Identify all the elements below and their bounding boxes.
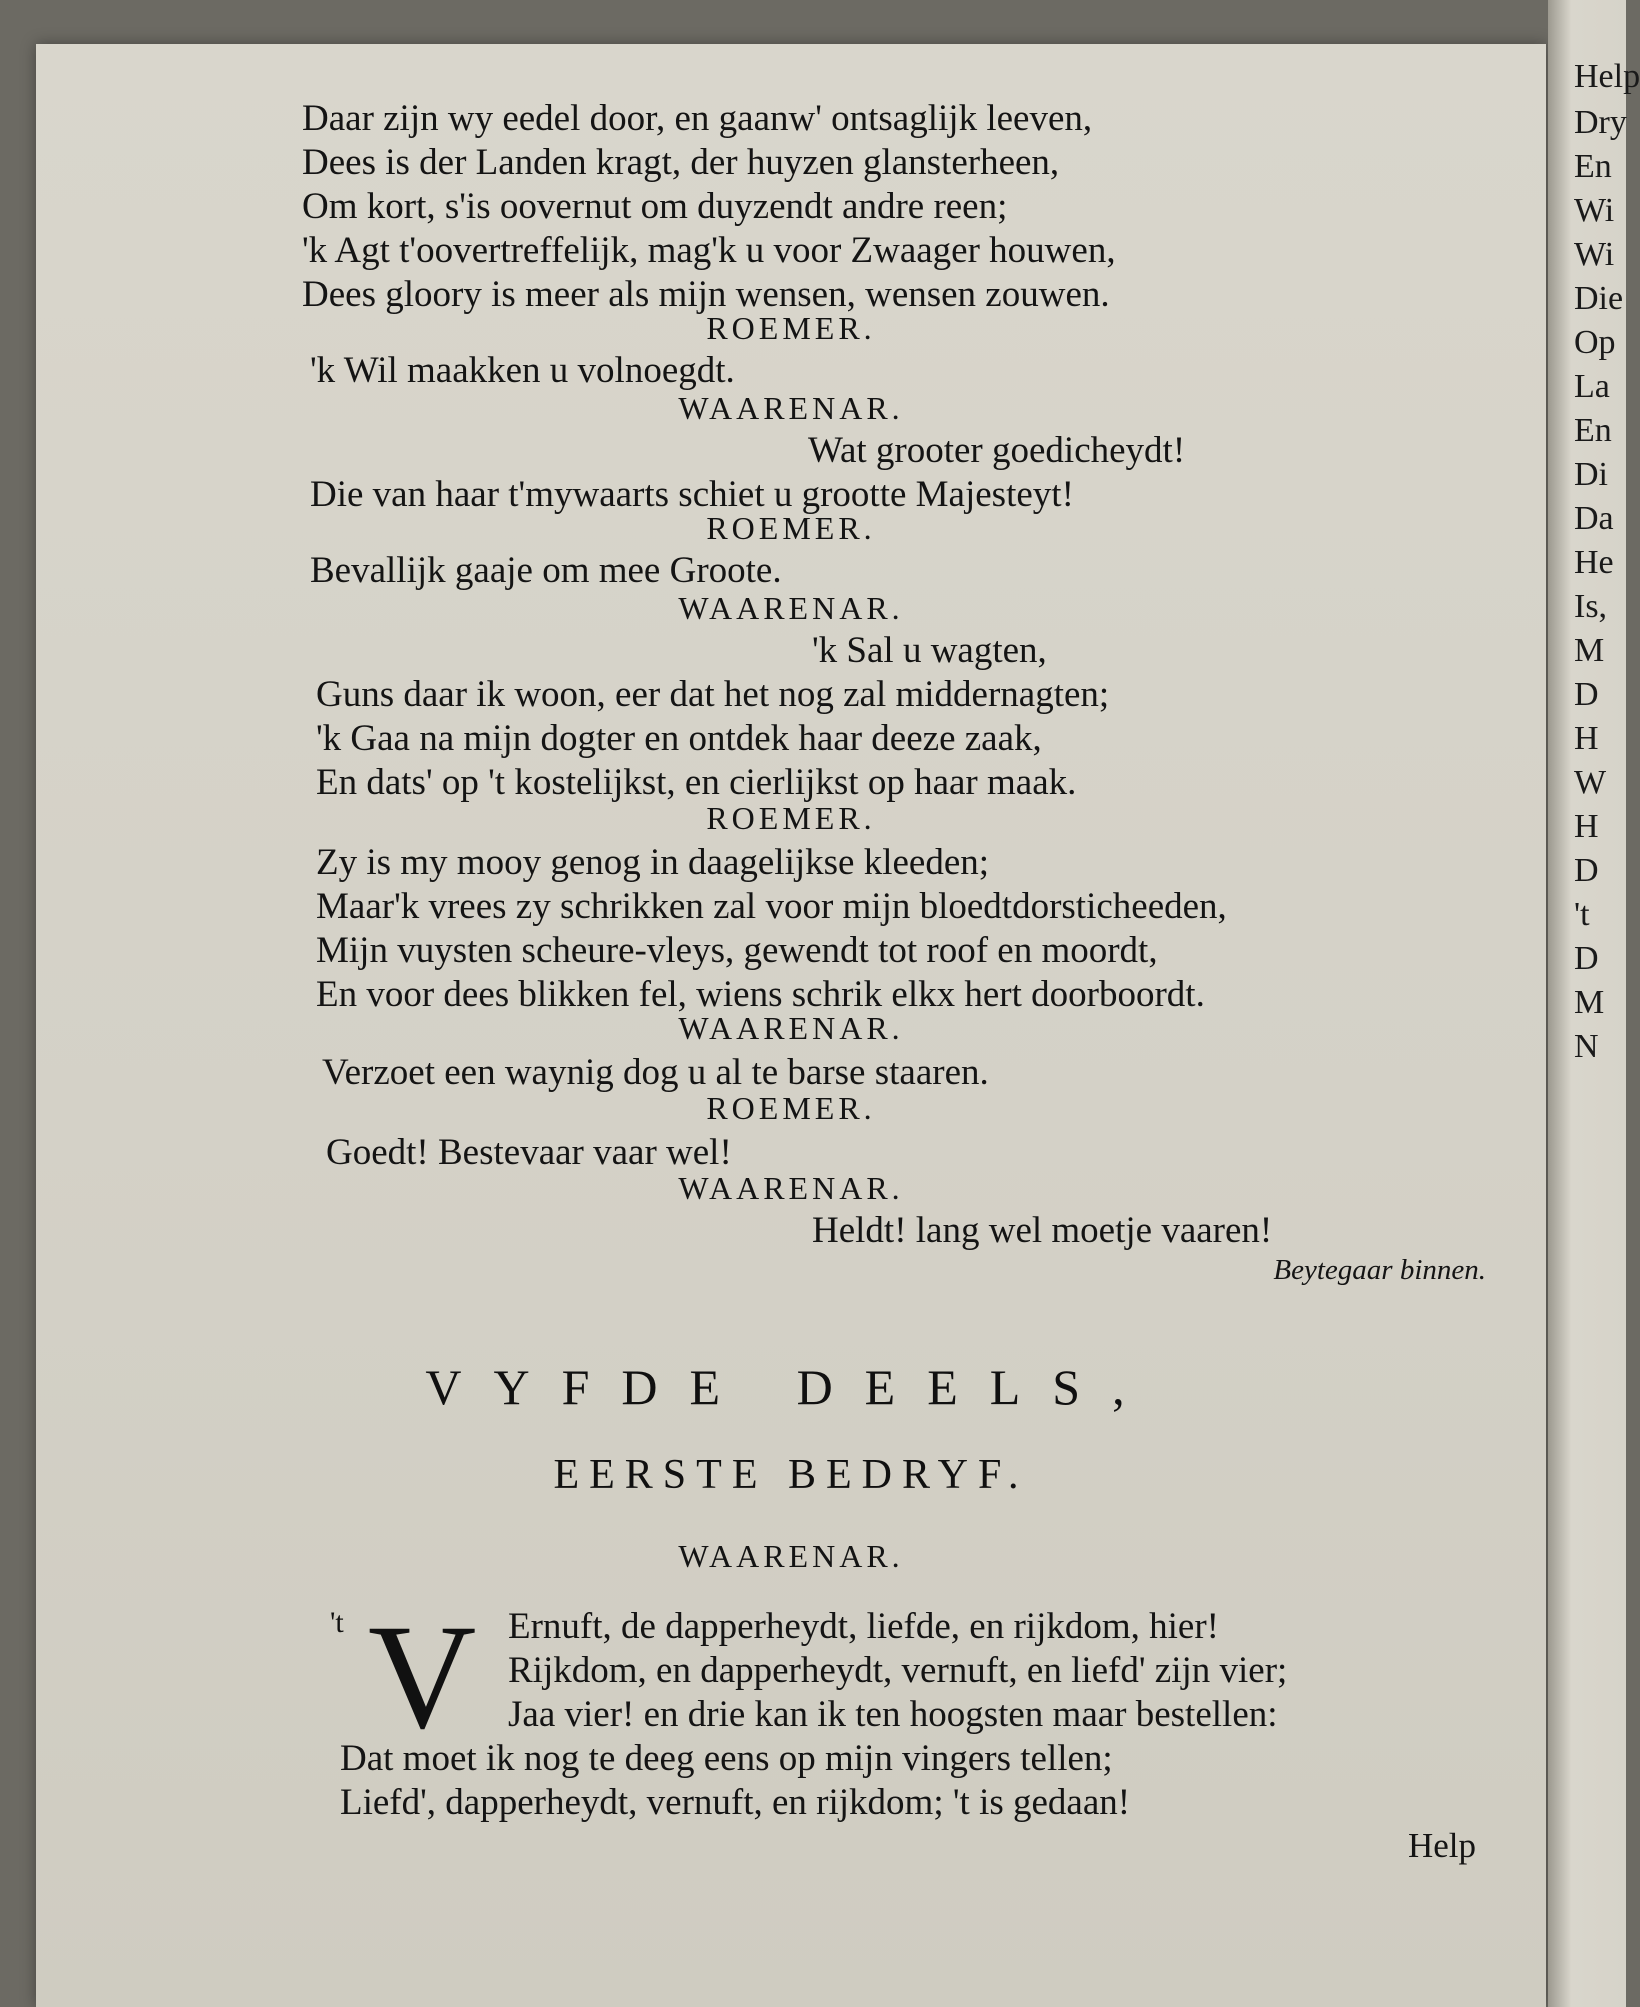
facing-page-word: La bbox=[1574, 368, 1610, 405]
verse-line: 'k Gaa na mijn dogter en ontdek haar deeze zaak, bbox=[316, 718, 1042, 759]
drop-cap: V bbox=[368, 1594, 477, 1760]
facing-page-word: En bbox=[1574, 412, 1612, 449]
verse-line: Dat moet ik nog te deeg eens op mijn vingers tellen; bbox=[340, 1738, 1113, 1779]
facing-page-word: Di bbox=[1574, 456, 1608, 493]
verse-line: Daar zijn wy eedel door, en gaanw' ontsaglijk leeven, bbox=[302, 98, 1093, 139]
facing-page-word: Is, bbox=[1574, 588, 1608, 625]
verse-line: En dats' op 't kostelijkst, en cierlijkst op haar maak. bbox=[316, 762, 1077, 803]
verse-line: Zy is my mooy genog in daagelijkse kleeden; bbox=[316, 842, 990, 883]
act-subtitle: EERSTE BEDRYF. bbox=[553, 1452, 1029, 1498]
verse-line: 'k Wil maakken u volnoegdt. bbox=[310, 350, 735, 391]
facing-page-word: H bbox=[1574, 720, 1599, 757]
speaker-name: ROEMER. bbox=[706, 510, 876, 546]
facing-page-word: N bbox=[1574, 1028, 1599, 1065]
facing-page-word: Wi bbox=[1574, 192, 1615, 229]
verse-line: 'k Sal u wagten, bbox=[812, 630, 1047, 671]
verse-line: Wat grooter goedicheydt! bbox=[808, 430, 1186, 471]
verse-line: Liefd', dapperheydt, vernuft, en rijkdom; 't is gedaan! bbox=[340, 1782, 1131, 1823]
verse-line: Jaa vier! en drie kan ik ten hoogsten maar bestellen: bbox=[508, 1694, 1278, 1735]
facing-page-word: D bbox=[1574, 852, 1599, 889]
speaker-name: WAARENAR. bbox=[678, 1170, 904, 1206]
act-title: VYFDE DEELS, bbox=[425, 1359, 1157, 1415]
verse-line: Goedt! Bestevaar vaar wel! bbox=[326, 1132, 732, 1173]
speaker-name: WAARENAR. bbox=[678, 390, 904, 426]
verse-line: 'k Agt t'oovertreffelijk, mag'k u voor Zwaager houwen, bbox=[302, 230, 1116, 271]
facing-page-word: Help bbox=[1574, 58, 1640, 95]
verse-line: Verzoet een waynig dog u al te barse staaren. bbox=[322, 1052, 989, 1093]
verse-prefix: 't bbox=[330, 1606, 344, 1639]
speaker-name: WAARENAR. bbox=[678, 1538, 904, 1574]
verse-line: Dees is der Landen kragt, der huyzen glansterheen, bbox=[302, 142, 1060, 183]
speaker-name: WAARENAR. bbox=[678, 590, 904, 626]
verse-line: Rijkdom, en dapperheydt, vernuft, en liefd' zijn vier; bbox=[508, 1650, 1288, 1691]
facing-page-word: H bbox=[1574, 808, 1599, 845]
stage-direction: Beytegaar binnen. bbox=[1273, 1254, 1486, 1286]
verse-line: Mijn vuysten scheure-vleys, gewendt tot roof en moordt, bbox=[316, 930, 1158, 971]
verse-line: Guns daar ik woon, eer dat het nog zal middernagten; bbox=[316, 674, 1110, 715]
verse-line: Ernuft, de dapperheydt, liefde, en rijkdom, hier! bbox=[508, 1606, 1219, 1647]
facing-page-word: W bbox=[1574, 764, 1607, 801]
facing-page-word: He bbox=[1574, 544, 1614, 581]
facing-page-word: 't bbox=[1574, 896, 1590, 933]
facing-page-word: Die bbox=[1574, 280, 1624, 317]
verse-line: Maar'k vrees zy schrikken zal voor mijn bloedtdorsticheeden, bbox=[316, 886, 1227, 927]
facing-page-word: Da bbox=[1574, 500, 1614, 537]
facing-page-word: M bbox=[1574, 984, 1605, 1021]
facing-page-word: En bbox=[1574, 148, 1612, 185]
verse-line: Bevallijk gaaje om mee Groote. bbox=[310, 550, 782, 591]
verse-line: Die van haar t'mywaarts schiet u grootte Majesteyt! bbox=[310, 474, 1074, 515]
book-page bbox=[36, 44, 1546, 2007]
speaker-name: ROEMER. bbox=[706, 310, 876, 346]
verse-line: En voor dees blikken fel, wiens schrik elkx hert doorboordt. bbox=[316, 974, 1205, 1015]
facing-page-word: D bbox=[1574, 676, 1599, 713]
speaker-name: ROEMER. bbox=[706, 1090, 876, 1126]
speaker-name: WAARENAR. bbox=[678, 1010, 904, 1046]
facing-page-edge bbox=[1548, 0, 1640, 2007]
speaker-name: ROEMER. bbox=[706, 800, 876, 836]
facing-page-word: M bbox=[1574, 632, 1605, 669]
catchword: Help bbox=[1407, 1826, 1476, 1865]
facing-page-word: Op bbox=[1574, 324, 1616, 361]
facing-page-word: Wi bbox=[1574, 236, 1615, 273]
verse-line: Dees gloory is meer als mijn wensen, wensen zouwen. bbox=[302, 274, 1110, 315]
facing-page-word: D bbox=[1574, 940, 1599, 977]
verse-line: Om kort, s'is oovernut om duyzendt andre reen; bbox=[302, 186, 1008, 227]
verse-line: Heldt! lang wel moetje vaaren! bbox=[812, 1210, 1273, 1251]
facing-page-word: Dry bbox=[1574, 104, 1627, 141]
